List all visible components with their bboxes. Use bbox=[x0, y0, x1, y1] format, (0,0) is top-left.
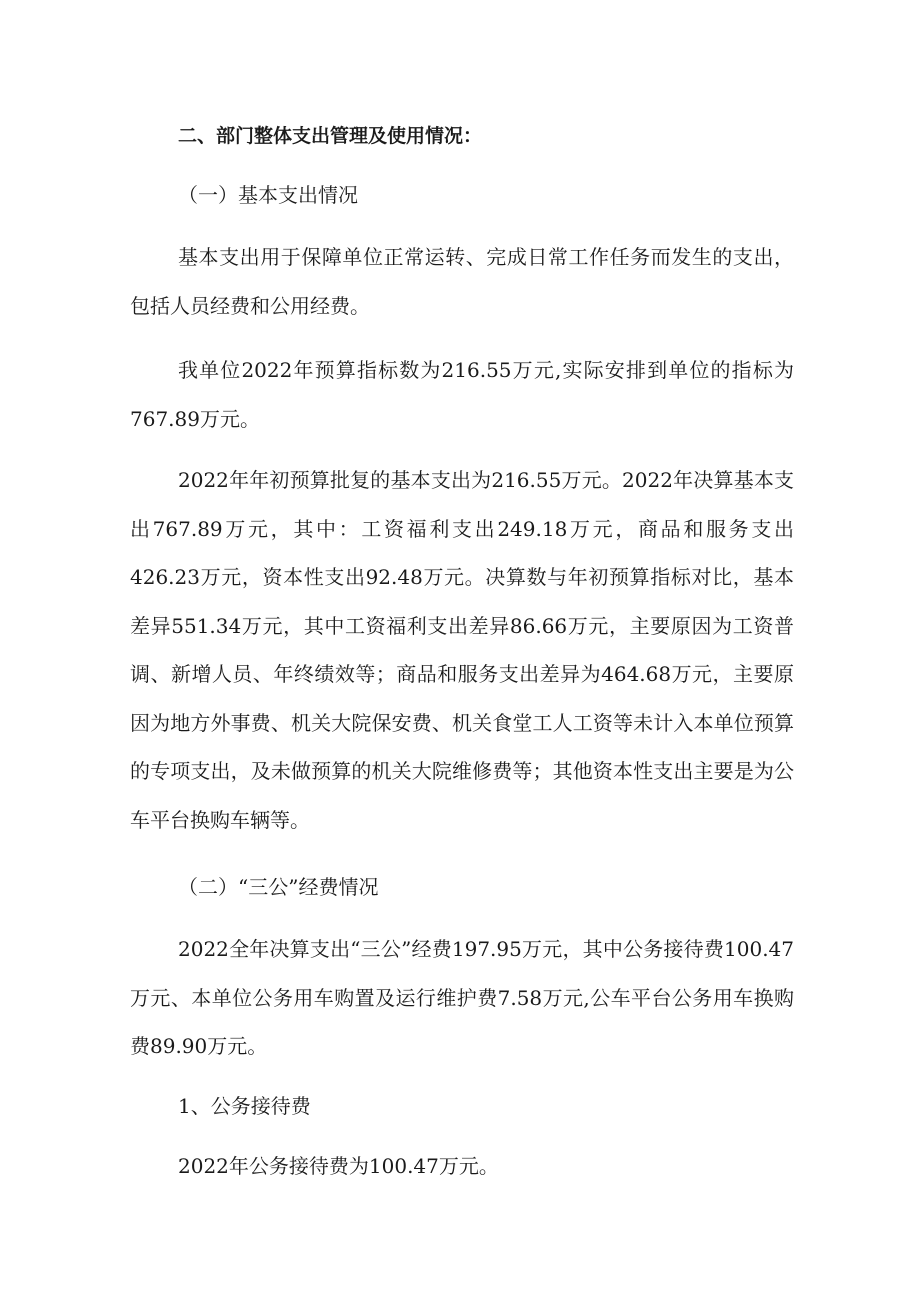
paragraph-basic-expenditure-detail: 2022年年初预算批复的基本支出为216.55万元。2022年决算基本支出767.89万元，其中：工资福利支出249.18万元，商品和服务支出426.23万元，资本性支出92.48万元。决算数与年初预算指标对比，基本差异551.34万元，其中工资福利支出差异86.66万元，主要原因为工资普调、新增人员、年终绩效等；商品和服务支出差异为464.68万元，主要原因为地方外事费、机关大院保安费、机关食堂工人工资等未计入本单位预算的专项支出，及未做预算的机关大院维修费等；其他资本性支出主要是为公车平台换购车辆等。 bbox=[130, 468, 794, 832]
paragraph-three-public-summary: 2022全年决算支出“三公”经费197.95万元，其中公务接待费100.47万元、本单位公务用车购置及运行维护费7.58万元,公车平台公务用车换购费89.90万元。 bbox=[130, 937, 794, 1058]
subsection-heading-basic-expenditure: （一）基本支出情况 bbox=[178, 183, 358, 207]
section-heading: 二、部门整体支出管理及使用情况： bbox=[178, 125, 483, 147]
item-heading-reception-fee: 1、公务接待费 bbox=[178, 1094, 311, 1118]
subsection-heading-three-public: （二）“三公”经费情况 bbox=[178, 875, 379, 899]
paragraph-budget-indicator: 我单位2022年预算指标数为216.55万元,实际安排到单位的指标为767.89万元。 bbox=[130, 358, 794, 431]
paragraph-reception-fee: 2022年公务接待费为100.47万元。 bbox=[178, 1154, 499, 1178]
paragraph-basic-expenditure-definition: 基本支出用于保障单位正常运转、完成日常工作任务而发生的支出，包括人员经费和公用经费。 bbox=[130, 245, 794, 318]
